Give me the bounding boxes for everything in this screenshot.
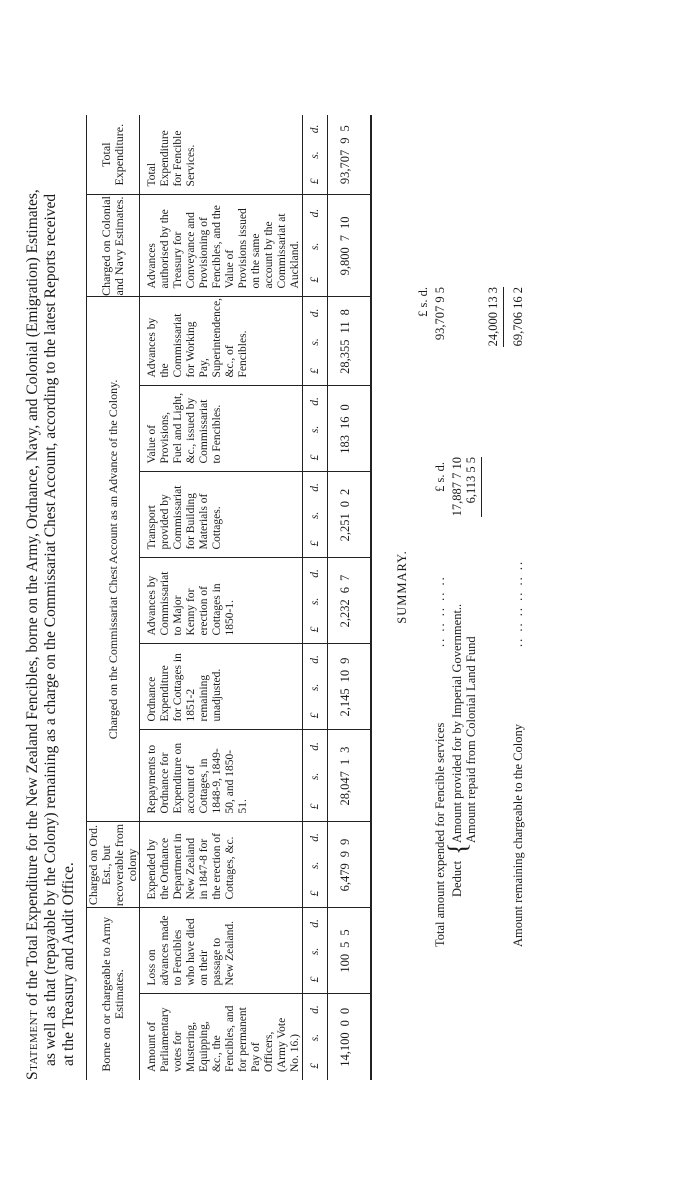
bottom-rule-row [362, 115, 371, 1080]
rule-cell [362, 195, 371, 297]
unit-label: £ [309, 540, 321, 547]
amount-pence: 2 [337, 488, 352, 495]
unit-label: s. [309, 425, 321, 434]
amount-pounds: 28,355 [337, 339, 352, 374]
unit-label: d. [309, 124, 321, 134]
amount-cell [328, 195, 363, 297]
amount-pounds: 183 [337, 435, 352, 454]
unit-label: s. [309, 511, 321, 520]
unit-label: s. [309, 1034, 321, 1042]
column-description: Expended by the Ordnance Department in New Zealand in 1847-8 for the erection of Cottages, &c. [140, 822, 303, 908]
column-description: Advances by Commissariat to Major Kenny for erection of Cottages in 1850-1. [140, 558, 303, 644]
unit-cell [303, 822, 328, 908]
unit-label: £ [309, 1063, 321, 1069]
deduct-1-label: Amount provided for by Imperial Government.. [450, 603, 464, 843]
amount-cell [328, 644, 363, 730]
title-line-1-text: of the Total Expenditure for the New Zealand Fencibles, borne on the Army, Ordnance, Navy, and Colonial (Emigration) Estimates, [24, 189, 41, 1006]
column-description: Advances authorised by the Treasury for Conveyance and Provisioning of Fencibles, and the Value of Provisions issued on the same account by the Commissariat at Auckland. [140, 195, 303, 297]
summary-heading: SUMMARY. [395, 550, 409, 624]
summary-total-label: Total amount expended for Fencible services [433, 722, 447, 947]
unit-cell [303, 472, 328, 558]
unit-cell [303, 386, 328, 472]
column-description: Repayments to Ordnance for Expenditure on account of Cottages, in 1848-9, 1849-50, and 1850-51. [140, 730, 303, 822]
unit-label: d. [309, 483, 321, 492]
amount-pence: 8 [337, 309, 352, 316]
unit-label: s. [309, 683, 321, 692]
amount-cell [328, 558, 363, 644]
rule-cell [362, 386, 371, 472]
amount-cell [328, 730, 363, 822]
summary-total-row [433, 227, 450, 947]
amount-cell [328, 994, 363, 1080]
unit-label: s. [309, 338, 321, 346]
unit-label: d. [309, 655, 321, 664]
amount-pence: 9 [337, 838, 352, 845]
unit-label: d. [309, 208, 321, 218]
unit-label: £ [309, 368, 321, 374]
amount-shillings: 0 [337, 1020, 352, 1027]
amount-cell [328, 908, 363, 994]
title-lead: Statement [24, 1009, 41, 1080]
dot-leader: .. .. .. .. .. [433, 575, 447, 647]
unit-label: £ [309, 803, 321, 810]
rule-cell [362, 472, 371, 558]
title-line-1 [24, 100, 42, 1080]
unit-label: £ [309, 890, 321, 897]
amount-pounds: 100 [337, 953, 352, 973]
amount-shillings: 9 [337, 850, 352, 858]
rule-cell [362, 644, 371, 730]
summary-deduct-total-row [486, 227, 503, 947]
unit-label: d. [309, 569, 321, 578]
unit-label: s. [309, 151, 321, 159]
unit-label: d. [309, 919, 321, 928]
amount-pence: 0 [337, 404, 352, 411]
deduct-word: Deduct [450, 860, 464, 897]
amount-pence: 10 [337, 216, 352, 230]
summary [395, 227, 528, 947]
unit-label: £ [309, 626, 321, 633]
amount-shillings: 16 [337, 416, 352, 429]
group-army: Borne on or chargeable to Army Estimates. [87, 908, 140, 1080]
group-commissariat: Charged on the Commissariat Chest Account as an Advance of the Colony. [87, 297, 140, 822]
unit-cell [303, 994, 328, 1080]
rule-cell [362, 822, 371, 908]
brace-icon: { [443, 842, 472, 855]
column-description: Advances by the Commissariat for Working Pay, Superintendence, &c., of Fencibles. [140, 297, 303, 386]
description-row [140, 115, 303, 1080]
amount-shillings: 11 [337, 321, 352, 334]
unit-label: s. [309, 597, 321, 606]
unit-label: £ [309, 712, 321, 719]
column-description: Loss on advances made to Fencibles who have died on their passage to New Zealand. [140, 908, 303, 994]
rule-cell [362, 558, 371, 644]
unit-cell [303, 908, 328, 994]
group-header-row [87, 115, 140, 1080]
column-description: Value of Provisions, Fuel and Light, &c., issued by Commissariat to Fencibles. [140, 386, 303, 472]
column-description: Ordnance Expenditure for Cottages in 1851-2 remaining unadjusted. [140, 644, 303, 730]
statement-title [24, 100, 78, 1080]
dot-leader: .. .. .. .. .. .. [511, 559, 525, 647]
group-ordnance: Charged on Ord. Est., but recoverable from colony [86, 823, 139, 907]
amount-pounds: 2,145 [337, 688, 352, 717]
rule-cell [362, 297, 371, 386]
unit-cell [303, 644, 328, 730]
amount-cell [328, 115, 363, 195]
amount-pence: 3 [337, 746, 352, 753]
unit-label: s. [309, 947, 321, 956]
amount-cell [328, 822, 363, 908]
amount-pounds: 6,479 [337, 863, 352, 892]
unit-cell [303, 195, 328, 297]
rule-cell [362, 730, 371, 822]
title-line-2: as well as that (repayable by the Colony) remaining as a charge on the Commissariat Chest Account, according to the latest Reports received [42, 193, 59, 1066]
deduct-total-value: 24,000 13 3 [486, 287, 500, 347]
rule-cell [362, 994, 371, 1080]
amount-pence: 5 [337, 929, 352, 936]
amount-cell [328, 297, 363, 386]
unit-label: £ [309, 276, 321, 283]
unit-cell [303, 558, 328, 644]
deduct-1-value: 17,887 7 10 [450, 457, 464, 517]
amount-pence: 0 [337, 1007, 352, 1015]
total-rule [503, 287, 504, 347]
amount-pounds: 93,707 [337, 149, 352, 185]
unit-cell [303, 730, 328, 822]
unit-label: s. [309, 242, 321, 251]
amount-shillings: 7 [337, 235, 352, 242]
unit-row [303, 115, 328, 1080]
summary-remaining-row [511, 227, 528, 947]
amount-pounds: 28,047 [337, 771, 352, 806]
unit-label: d. [309, 742, 321, 751]
unit-cell [303, 297, 328, 386]
amount-shillings: 1 [337, 758, 352, 766]
amount-shillings: 10 [337, 669, 352, 683]
amount-shillings: 5 [337, 941, 352, 948]
unit-label: d. [309, 308, 321, 318]
amount-shillings: 0 [337, 500, 352, 508]
unit-label: s. [309, 861, 321, 870]
amount-pounds: 2,232 [337, 599, 352, 628]
group-colonial-navy: Charged on Colonial and Navy Estimates. [87, 195, 140, 297]
summary-deduct-block [443, 227, 480, 947]
deduct-2-label: Amount repaid from Colonial Land Fund [464, 636, 478, 843]
amount-pounds: 2,251 [337, 513, 352, 542]
summary-unit-main: £ s. d. [416, 287, 430, 317]
amount-row [328, 115, 363, 1080]
amount-cell [328, 386, 363, 472]
unit-label: £ [309, 178, 321, 185]
column-description: Amount of Parliamentary votes for Mustering, Equipping, &c., the Fencibles, and for permanent Pay of Officers, (Army Vote No. 16.) [140, 994, 303, 1080]
amount-cell [328, 472, 363, 558]
deduct-2-value: 6,113 5 5 [464, 457, 478, 504]
amount-pence: 9 [337, 657, 352, 664]
amount-shillings: 9 [337, 137, 352, 144]
amount-pounds: 9,800 [337, 247, 352, 276]
amount-pounds: 14,100 [337, 1032, 352, 1067]
group-total: Total Expenditure. [87, 115, 140, 195]
column-description: Total Expenditure for Fencible Services. [140, 115, 303, 195]
unit-label: d. [309, 397, 321, 406]
unit-label: d. [309, 833, 321, 842]
unit-label: d. [309, 1005, 321, 1014]
rule-cell [362, 115, 371, 195]
remaining-value: 69,706 16 2 [511, 287, 525, 347]
summary-unit-sub: £ s. d. [433, 462, 447, 492]
unit-cell [303, 115, 328, 195]
amount-pence: 5 [337, 125, 352, 132]
unit-label: £ [309, 976, 321, 983]
amount-pence: 7 [337, 574, 352, 581]
rule-cell [362, 908, 371, 994]
expenditure-table [86, 115, 372, 1080]
amount-shillings: 6 [337, 586, 352, 594]
title-line-3: at the Treasury and Audit Office. [60, 862, 77, 1066]
column-description: Transport provided by Commissariat for Building Materials of Cottages. [140, 472, 303, 558]
summary-units-row [416, 227, 433, 947]
subtotal-rule [481, 457, 482, 517]
remaining-label: Amount remaining chargeable to the Colony [511, 724, 525, 947]
unit-label: s. [309, 772, 321, 781]
unit-label: £ [309, 454, 321, 461]
summary-total-value: 93,707 9 5 [433, 287, 447, 341]
